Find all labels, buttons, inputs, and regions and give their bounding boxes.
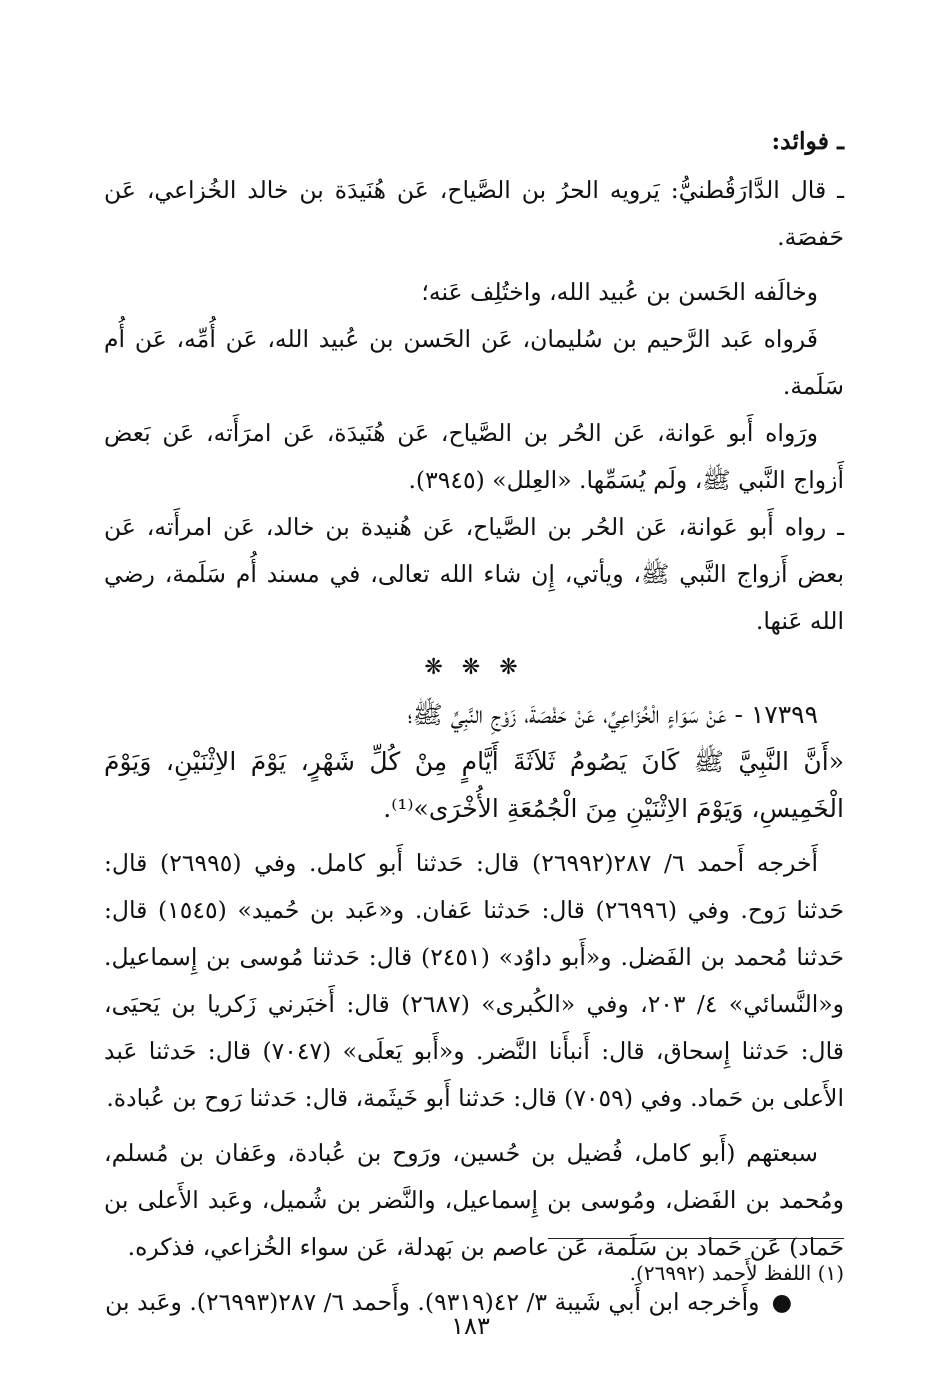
bullet-icon: ● [771, 1288, 792, 1316]
paragraph: ـ رواه أَبو عَوانة، عَن الحُر بن الصَّياح، عَن هُنيدة بن خالد، عَن امرأَته، عَن بعض أَزواج النَّبي ﷺ، ويأتي، إِن شاء الله تعالى، في مسند أُم سَلَمة، رضي الله عَنها. [104, 513, 844, 635]
takhrij-paragraph: سبعتهم (أَبو كامل، فُضيل بن حُسين، ورَوح بن عُبادة، وعَفان بن مُسلم، ومُحمد بن الفَضل، ومُوسى بن إِسماعيل، والنَّضر بن شُميل، وعَبد الأَعلى بن حَماد) عَن حَماد بن سَلَمة، عَن عاصم بن بَهدلة، عَن سواء الخُزاعي، فذكره. [104, 1139, 844, 1261]
takhrij-text: وأَخرجه ابن أَبي شَيبة ٣/ ٤٢(٩٣١٩). وأَحمد ٦/ ٢٨٧(٢٦٩٩٣). وعَبد بن [105, 1288, 760, 1316]
hadith-number-line: ١٧٣٩٩ - عَنْ سَوَاءٍ الْخُزَاعِيِّ، عَنْ حَفْصَةَ، زَوْجِ النَّبِيِّ ﷺ؛ [407, 700, 818, 729]
paragraph: فَرواه عَبد الرَّحيم بن سُليمان، عَن الحَسن بن عُبيد الله، عَن أُمِّه، عَن أُم سَلَمة. [104, 325, 844, 400]
page-number: ١٨٣ [451, 1312, 490, 1340]
footnote-divider [548, 1238, 844, 1239]
paragraph: ورَواه أَبو عَوانة، عَن الحُر بن الصَّياح، عَن هُنَيدَة، عَن امرَأَته، عَن بَعض أَزواج النَّبي ﷺ، ولَم يُسَمِّها. «العِلل» (٣٩٤٥). [104, 419, 844, 494]
hadith-text: «أَنَّ النَّبِيَّ ﷺ كَانَ يَصُومُ ثَلاَثَةَ أَيَّامٍ مِنْ كُلِّ شَهْرٍ، يَوْمَ الاِثْنَيْنِ، وَيَوْمَ الْخَمِيسِ، وَيَوْمَ الاِثْنَيْنِ مِنَ الْجُمُعَةِ الأُخْرَى»⁽¹⁾. [104, 747, 844, 823]
main-text [104, 118, 844, 1326]
section-separator: ❋ ❋ ❋ [424, 655, 524, 680]
section-heading: ـ فوائد: [771, 127, 844, 155]
paragraph: ـ قال الدَّارَقُطنيُّ: يَرويه الحرُ بن الصَّياح، عَن هُنَيدَة بن خالد الخُزاعي، عَن حَفصَة. [104, 176, 844, 251]
footnote: (١) اللفظ لأَحمد (٢٦٩٩٢). [629, 1261, 844, 1285]
paragraph: وخالَفه الحَسن بن عُبيد الله، واختُلِف عَنه؛ [421, 278, 818, 306]
takhrij-paragraph: أَخرجه أَحمد ٦/ ٢٨٧(٢٦٩٩٢) قال: حَدثنا أَبو كامل. وفي (٢٦٩٩٥) قال: حَدثنا رَوح. وفي (٢٦٩٩٦) قال: حَدثنا عَفان. و«عَبد بن حُميد» (١٥٤٥) قال: حَدثنا مُحمد بن الفَضل. و«أَبو داوُد» (٢٤٥١) قال: حَدثنا مُوسى بن إِسماعيل. و«النَّسائي» ٤/ ٢٠٣، وفي «الكُبرى» (٢٦٨٧) قال: أَخبَرني زَكريا بن يَحيَى، قال: حَدثنا إِسحاق، قال: أَنبأَنا النَّضر. و«أَبو يَعلَى» (٧٠٤٧) قال: حَدثنا عَبد الأَعلى بن حَماد. وفي (٧٠٥٩) قال: حَدثنا أَبو خَيثَمة، قال: حَدثنا رَوح بن عُبادة. [104, 849, 844, 1112]
